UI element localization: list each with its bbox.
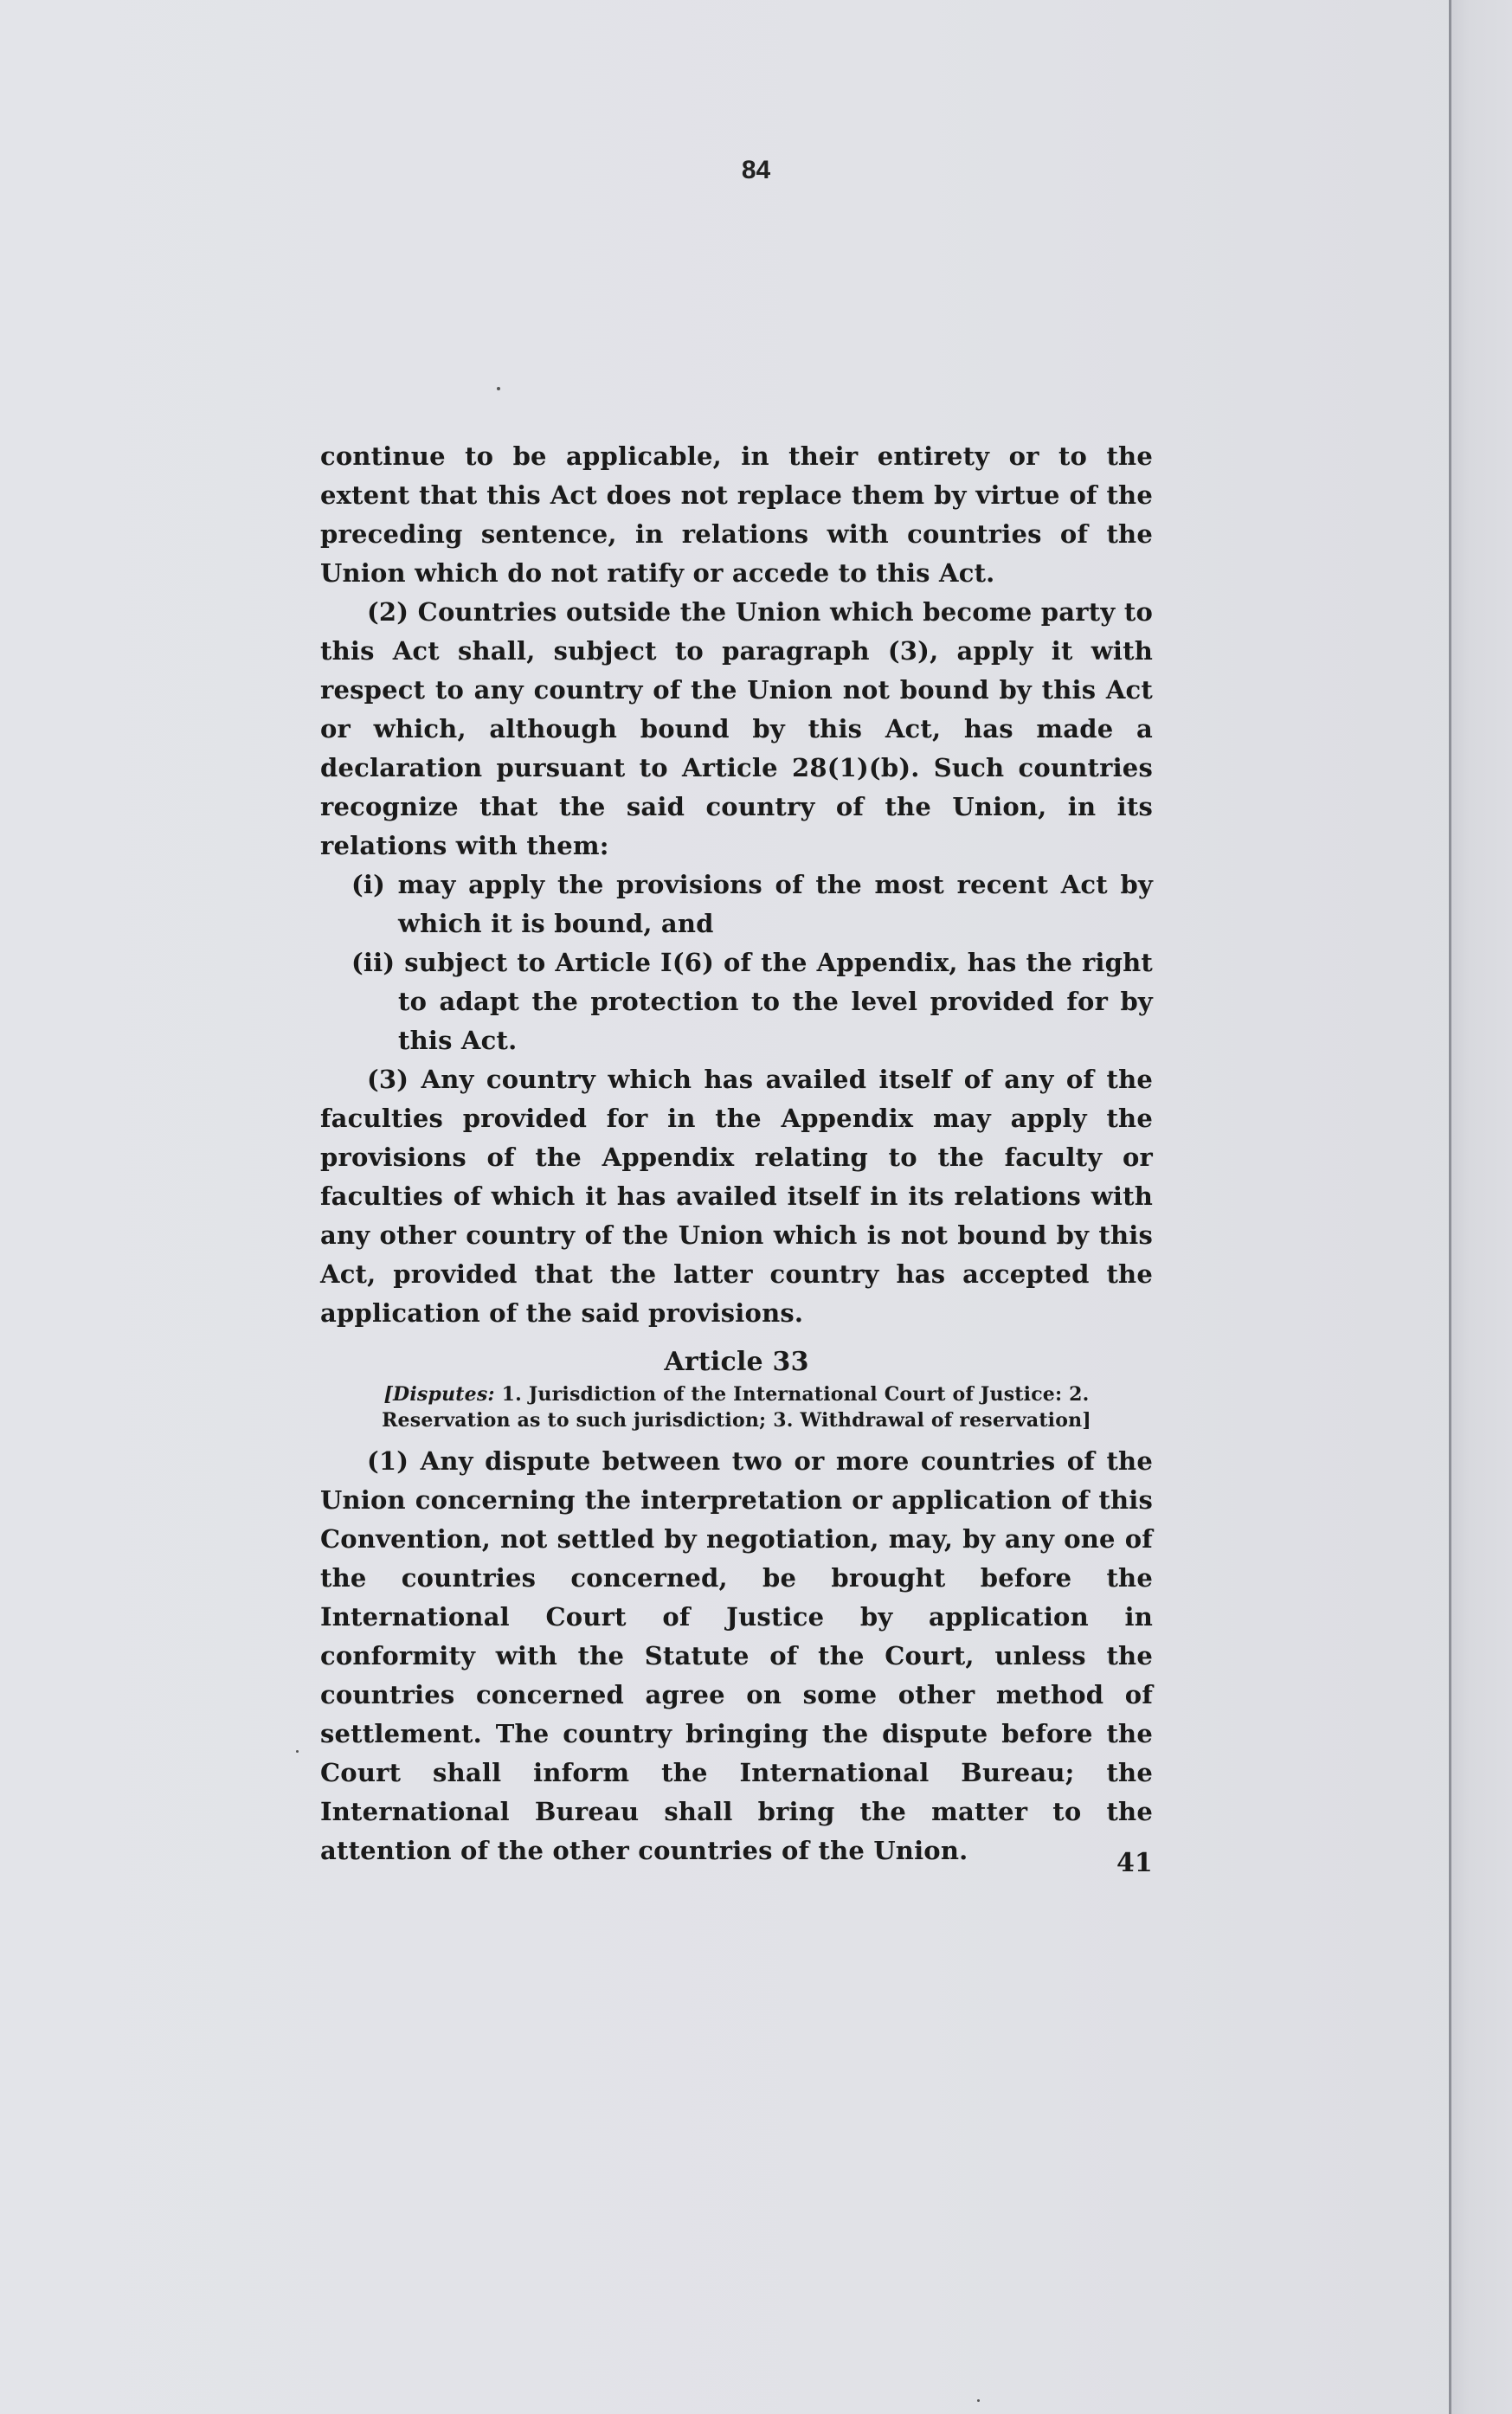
page-edge-shadow: [1449, 0, 1512, 2414]
list-item-ii: (ii) subject to Article I(6) of the Appendix, has the right to adapt the protection to the level provided for by this Act.: [351, 948, 1153, 1055]
list-item-i: (i) may apply the provisions of the most recent Act by which it is bound, and: [351, 870, 1153, 938]
article-paragraph-1: (1) Any dispute between two or more countries of the Union concerning the interpretation or application of this Convention, not settled by negotiation, may, by any one of the countries concerned, be brought before the International Court of Justice by application in conformity with the Statute of the Court, unless the countries concerned agree on some other method of settlement. The country bringing the dispute before the Court shall inform the International Bureau; the International Bureau shall bring the matter to the attention of the other countries of the Union.: [320, 1446, 1153, 1865]
dust-speck: [296, 1750, 299, 1753]
dust-speck: [497, 387, 500, 390]
article-heading: Article 33: [664, 1347, 809, 1377]
top-page-number: 84: [741, 156, 771, 184]
continuation-paragraph: continue to be applicable, in their entirety or to the extent that this Act does not replace them by virtue of the preceding sentence, in relations with countries of the Union which do not ratify or accede to this Act.: [320, 441, 1153, 588]
subheading-text: 1. Jurisdiction of the International Court of Justice: 2. Reservation as to such jurisdiction; 3. Withdrawal of reservation]: [382, 1383, 1091, 1432]
document-body: [320, 437, 1153, 1870]
paragraph-3: (3) Any country which has availed itself of any of the faculties provided for in the Appendix may apply the provisions of the Appendix relating to the faculty or faculties of which it has availed itself in its relations with any other country of the Union which is not bound by this Act, provided that the latter country has accepted the application of the said provisions.: [320, 1065, 1153, 1328]
bottom-page-number: 41: [1116, 1848, 1153, 1878]
paragraph-2: (2) Countries outside the Union which become party to this Act shall, subject to paragraph (3), apply it with respect to any country of the Union not bound by this Act or which, although bound by this Act, has made a declaration pursuant to Article 28(1)(b). Such countries recognize that the said country of the Union, in its relations with them:: [320, 597, 1153, 860]
article-subheading: [320, 1381, 1153, 1433]
dust-speck: [977, 2399, 980, 2402]
subheading-label: [Disputes:: [383, 1383, 495, 1406]
